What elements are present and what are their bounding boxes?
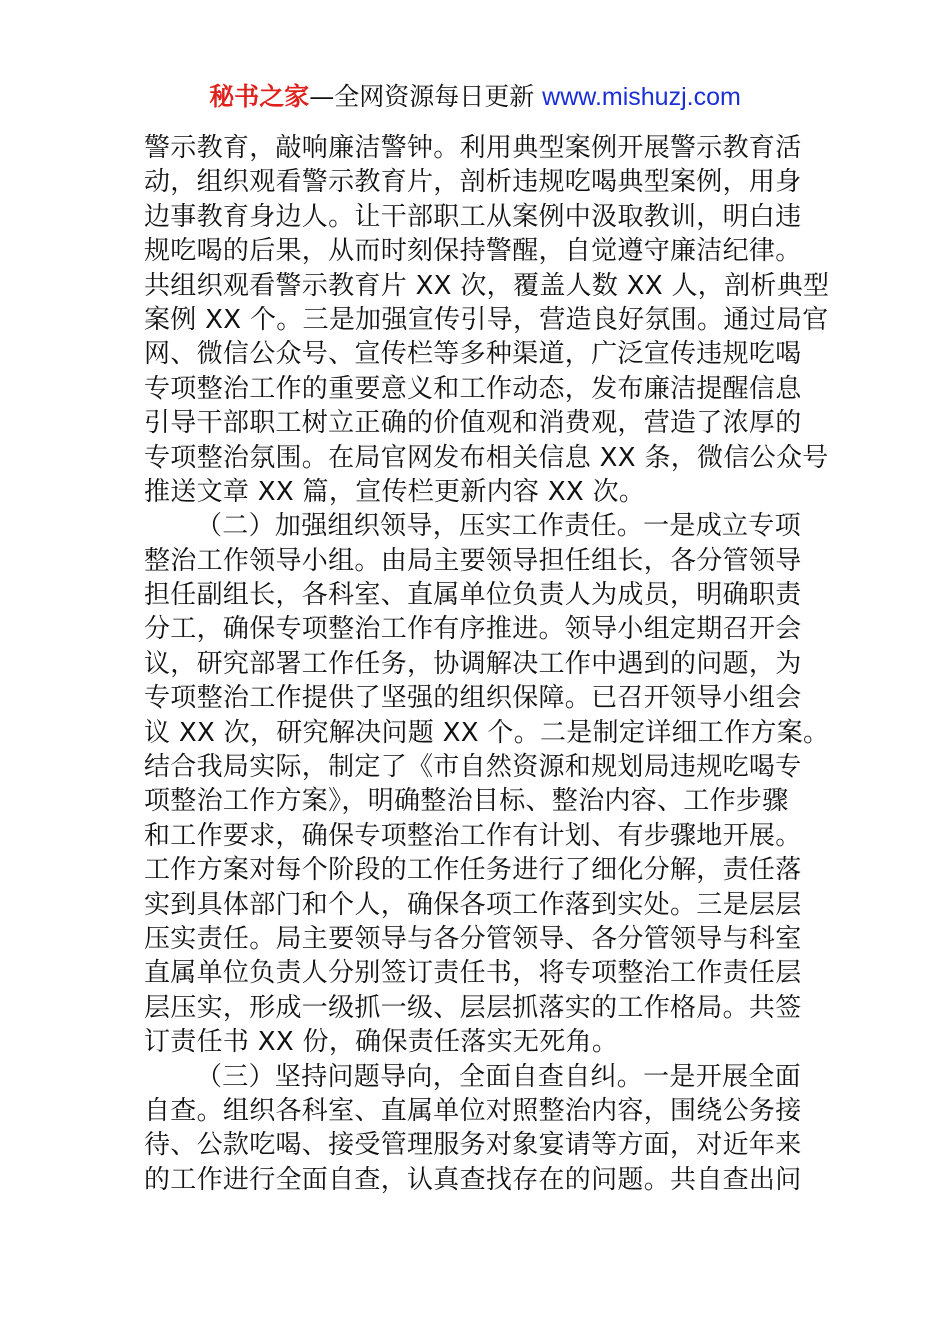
text-line: 分工，确保专项整治工作有序推进。领导小组定期召开会 xyxy=(144,614,802,645)
site-brand: 秘书之家 xyxy=(209,82,310,111)
text-line: 工作方案对每个阶段的工作任务进行了细化分解，责任落 xyxy=(144,855,802,886)
document-body xyxy=(144,131,830,1197)
text-line: 实到具体部门和个人，确保各项工作落到实处。三是层层 xyxy=(144,889,802,920)
site-url-link[interactable]: www.mishuzj.com xyxy=(542,83,741,111)
text-line: 网、微信公众号、宣传栏等多种渠道，广泛宣传违规吃喝 xyxy=(144,339,802,370)
text-line: 议 XX 次，研究解决问题 XX 个。二是制定详细工作方案。 xyxy=(144,717,830,748)
text-line: （三）坚持问题导向，全面自查自纠。一是开展全面 xyxy=(196,1061,801,1092)
text-line: 压实责任。局主要领导与各分管领导、各分管领导与科室 xyxy=(144,923,802,954)
text-line: 引导干部职工树立正确的价值观和消费观，营造了浓厚的 xyxy=(144,408,802,439)
site-header xyxy=(0,80,950,114)
text-line: 自查。组织各科室、直属单位对照整治内容，围绕公务接 xyxy=(144,1095,802,1126)
text-line: 直属单位负责人分别签订责任书，将专项整治工作责任层 xyxy=(144,958,802,989)
text-line: 共组织观看警示教育片 XX 次，覆盖人数 XX 人，剖析典型 xyxy=(144,270,830,301)
site-tagline: —全网资源每日更新 xyxy=(309,82,543,111)
text-line: 推送文章 XX 篇，宣传栏更新内容 XX 次。 xyxy=(144,476,646,507)
text-line: 结合我局实际，制定了《市自然资源和规划局违规吃喝专 xyxy=(144,752,802,783)
text-line: 项整治工作方案》，明确整治目标、整治内容、工作步骤 xyxy=(144,786,789,817)
text-line: 案例 XX 个。三是加强宣传引导，营造良好氛围。通过局官 xyxy=(144,304,829,335)
text-line: 整治工作领导小组。由局主要领导担任组长，各分管领导 xyxy=(144,545,802,576)
text-line: 订责任书 XX 份，确保责任落实无死角。 xyxy=(144,1027,619,1058)
text-line: 和工作要求，确保专项整治工作有计划、有步骤地开展。 xyxy=(144,820,802,851)
text-line: 的工作进行全面自查，认真查找存在的问题。共自查出问 xyxy=(144,1164,802,1195)
text-line: 动，组织观看警示教育片，剖析违规吃喝典型案例，用身 xyxy=(144,167,802,198)
text-line: 边事教育身边人。让干部职工从案例中汲取教训，明白违 xyxy=(144,201,802,232)
text-line: 规吃喝的后果，从而时刻保持警醒，自觉遵守廉洁纪律。 xyxy=(144,236,802,267)
text-line: 专项整治工作的重要意义和工作动态，发布廉洁提醒信息 xyxy=(144,373,802,404)
text-line: 议，研究部署工作任务，协调解决工作中遇到的问题，为 xyxy=(144,648,802,679)
text-line: 担任副组长，各科室、直属单位负责人为成员，明确职责 xyxy=(144,580,802,611)
text-line: 专项整治工作提供了坚强的组织保障。已召开领导小组会 xyxy=(144,683,802,714)
text-line: 层压实，形成一级抓一级、层层抓落实的工作格局。共签 xyxy=(144,992,802,1023)
text-line: 警示教育，敲响廉洁警钟。利用典型案例开展警示教育活 xyxy=(144,133,802,163)
text-line: 专项整治氛围。在局官网发布相关信息 XX 条，微信公众号 xyxy=(144,442,829,473)
text-line: 待、公款吃喝、接受管理服务对象宴请等方面，对近年来 xyxy=(144,1130,802,1161)
text-line: （二）加强组织领导，压实工作责任。一是成立专项 xyxy=(196,511,801,542)
